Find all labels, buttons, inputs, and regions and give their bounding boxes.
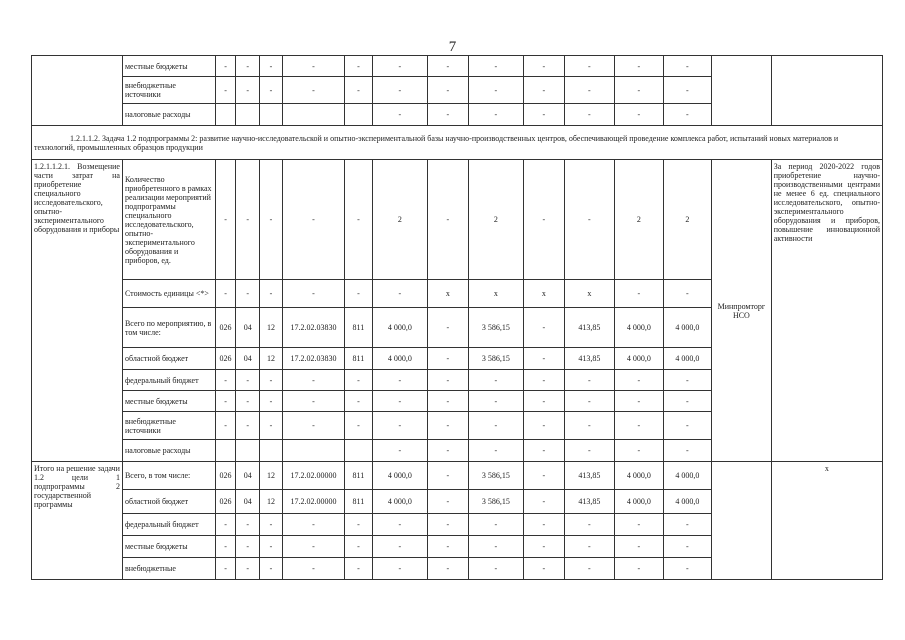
c-05: -: [345, 412, 372, 440]
c-07: -: [428, 462, 468, 490]
c-06: -: [372, 370, 428, 391]
table-row: [32, 56, 883, 77]
c-05: -: [345, 280, 372, 308]
c-03: 12: [260, 462, 282, 490]
result-cell: [771, 56, 882, 126]
budget-table: [31, 55, 883, 580]
c-01: -: [215, 514, 235, 536]
c-01: -: [215, 536, 235, 558]
c-04: 17.2.02.03830: [282, 308, 345, 348]
c-06: 4 000,0: [372, 462, 428, 490]
c-08: -: [468, 391, 524, 412]
c-12: 2: [663, 160, 712, 280]
result-cell: За период 2020-2022 годов приобретение научно-производственными центрами не менее 6 ед. специального исследовательского, опытно-экспериментального оборудования и приборов, повышение инновационной активности: [771, 160, 882, 462]
c-09: -: [524, 462, 564, 490]
c-01: 026: [215, 308, 235, 348]
c-04: [282, 440, 345, 462]
executor-cell: [712, 462, 772, 580]
c-10: -: [564, 56, 615, 77]
c-12: -: [663, 391, 712, 412]
c-08: х: [468, 280, 524, 308]
c-09: -: [524, 104, 564, 126]
measure-name: 1.2.1.1.2.1. Возмещение части затрат на приобретение специального исследовательского, опытно-экспериментального оборудования и приборы: [32, 160, 123, 462]
c-12: -: [663, 440, 712, 462]
c-01: -: [215, 370, 235, 391]
c-05: [345, 440, 372, 462]
c-04: 17.2.02.00000: [282, 462, 345, 490]
c-08: -: [468, 77, 524, 104]
c-01: [215, 104, 235, 126]
c-08: 2: [468, 160, 524, 280]
row-label: местные бюджеты: [122, 56, 215, 77]
c-10: -: [564, 104, 615, 126]
c-07: -: [428, 348, 468, 370]
c-04: [282, 104, 345, 126]
c-09: -: [524, 558, 564, 580]
row-label: Всего по мероприятию, в том числе:: [122, 308, 215, 348]
c-06: -: [372, 391, 428, 412]
c-04: -: [282, 56, 345, 77]
c-09: -: [524, 391, 564, 412]
c-12: -: [663, 514, 712, 536]
c-10: -: [564, 514, 615, 536]
c-12: -: [663, 77, 712, 104]
c-02: -: [236, 56, 260, 77]
c-11: 2: [615, 160, 664, 280]
c-06: -: [372, 514, 428, 536]
c-02: -: [236, 280, 260, 308]
c-02: [236, 104, 260, 126]
row-label: Всего, в том числе:: [122, 462, 215, 490]
c-04: -: [282, 391, 345, 412]
row-label: федеральный бюджет: [122, 370, 215, 391]
c-05: 811: [345, 348, 372, 370]
section-header: 1.2.1.1.2. Задача 1.2 подпрограммы 2: развитие научно-исследовательской и опытно-экспериментальной базы научно-производственных центров, обеспечивающей проведение комплекса работ, испытаний новых материалов и технологий, промышленных образцов продукции: [32, 126, 883, 160]
c-02: -: [236, 391, 260, 412]
c-10: 413,85: [564, 490, 615, 514]
c-03: -: [260, 412, 282, 440]
row-label: налоговые расходы: [122, 104, 215, 126]
c-10: -: [564, 440, 615, 462]
c-11: -: [615, 536, 664, 558]
c-02: 04: [236, 490, 260, 514]
c-07: -: [428, 536, 468, 558]
c-08: 3 586,15: [468, 490, 524, 514]
c-04: -: [282, 280, 345, 308]
c-04: -: [282, 536, 345, 558]
c-07: -: [428, 104, 468, 126]
c-02: 04: [236, 348, 260, 370]
total-name: Итого на решение задачи 1.2 цели 1 подпрограммы 2 государственной программы: [32, 462, 123, 580]
c-10: х: [564, 280, 615, 308]
c-12: -: [663, 280, 712, 308]
c-06: -: [372, 558, 428, 580]
c-08: 3 586,15: [468, 348, 524, 370]
c-10: 413,85: [564, 308, 615, 348]
c-09: -: [524, 440, 564, 462]
c-03: -: [260, 280, 282, 308]
c-05: -: [345, 514, 372, 536]
c-04: 17.2.02.00000: [282, 490, 345, 514]
c-07: -: [428, 308, 468, 348]
c-11: 4 000,0: [615, 348, 664, 370]
c-10: -: [564, 558, 615, 580]
c-08: -: [468, 412, 524, 440]
c-01: -: [215, 56, 235, 77]
c-07: -: [428, 77, 468, 104]
c-03: -: [260, 370, 282, 391]
executor-cell: [712, 56, 772, 126]
c-12: 4 000,0: [663, 308, 712, 348]
total-result-cell: х: [771, 462, 882, 580]
c-01: -: [215, 280, 235, 308]
executor-cell: Минпромторг НСО: [712, 160, 772, 462]
c-09: -: [524, 348, 564, 370]
c-03: -: [260, 77, 282, 104]
c-02: -: [236, 370, 260, 391]
budget-table-body: [32, 56, 883, 580]
c-03: -: [260, 160, 282, 280]
c-01: -: [215, 391, 235, 412]
c-07: -: [428, 412, 468, 440]
c-03: -: [260, 391, 282, 412]
c-07: х: [428, 280, 468, 308]
c-07: -: [428, 56, 468, 77]
c-11: -: [615, 280, 664, 308]
c-08: 3 586,15: [468, 462, 524, 490]
c-02: -: [236, 412, 260, 440]
c-11: -: [615, 440, 664, 462]
c-11: -: [615, 370, 664, 391]
c-10: -: [564, 412, 615, 440]
c-05: -: [345, 160, 372, 280]
c-09: -: [524, 490, 564, 514]
c-05: [345, 104, 372, 126]
c-06: -: [372, 440, 428, 462]
c-08: -: [468, 440, 524, 462]
c-03: -: [260, 514, 282, 536]
c-12: -: [663, 104, 712, 126]
table-row: [32, 462, 883, 490]
c-05: -: [345, 536, 372, 558]
c-09: х: [524, 280, 564, 308]
c-08: -: [468, 104, 524, 126]
c-04: -: [282, 514, 345, 536]
c-12: 4 000,0: [663, 490, 712, 514]
c-02: [236, 440, 260, 462]
c-09: -: [524, 536, 564, 558]
c-10: -: [564, 160, 615, 280]
c-11: -: [615, 514, 664, 536]
c-05: 811: [345, 490, 372, 514]
section-header-row: [32, 126, 883, 160]
c-11: -: [615, 104, 664, 126]
c-01: -: [215, 412, 235, 440]
row-label: внебюджетные: [122, 558, 215, 580]
c-08: -: [468, 514, 524, 536]
c-07: -: [428, 370, 468, 391]
c-02: -: [236, 558, 260, 580]
c-01: -: [215, 160, 235, 280]
row-label: местные бюджеты: [122, 536, 215, 558]
c-09: -: [524, 77, 564, 104]
c-06: -: [372, 104, 428, 126]
c-07: -: [428, 160, 468, 280]
c-10: -: [564, 370, 615, 391]
c-11: -: [615, 558, 664, 580]
c-10: -: [564, 536, 615, 558]
c-05: -: [345, 77, 372, 104]
c-12: -: [663, 370, 712, 391]
c-09: -: [524, 160, 564, 280]
c-11: 4 000,0: [615, 308, 664, 348]
c-12: 4 000,0: [663, 348, 712, 370]
page-number: 7: [448, 39, 457, 55]
c-07: -: [428, 514, 468, 536]
c-04: -: [282, 558, 345, 580]
c-06: 4 000,0: [372, 348, 428, 370]
c-04: -: [282, 412, 345, 440]
row-label: налоговые расходы: [122, 440, 215, 462]
row-label: федеральный бюджет: [122, 514, 215, 536]
c-01: [215, 440, 235, 462]
c-12: 4 000,0: [663, 462, 712, 490]
c-07: -: [428, 391, 468, 412]
c-07: -: [428, 558, 468, 580]
c-02: -: [236, 536, 260, 558]
c-06: 4 000,0: [372, 490, 428, 514]
name-cell: [32, 56, 123, 126]
c-11: -: [615, 412, 664, 440]
c-03: [260, 440, 282, 462]
row-label: местные бюджеты: [122, 391, 215, 412]
c-10: 413,85: [564, 348, 615, 370]
c-02: -: [236, 160, 260, 280]
c-02: -: [236, 77, 260, 104]
c-12: -: [663, 56, 712, 77]
row-label: внебюджетные источники: [122, 412, 215, 440]
c-08: -: [468, 558, 524, 580]
c-10: -: [564, 77, 615, 104]
c-11: 4 000,0: [615, 462, 664, 490]
c-04: -: [282, 77, 345, 104]
c-06: 2: [372, 160, 428, 280]
c-08: -: [468, 56, 524, 77]
table-row: [32, 160, 883, 280]
c-09: -: [524, 370, 564, 391]
c-04: -: [282, 370, 345, 391]
c-01: -: [215, 77, 235, 104]
c-01: 026: [215, 462, 235, 490]
row-label: областной бюджет: [122, 348, 215, 370]
row-label: областной бюджет: [122, 490, 215, 514]
c-08: -: [468, 370, 524, 391]
c-08: -: [468, 536, 524, 558]
c-09: -: [524, 56, 564, 77]
c-05: -: [345, 370, 372, 391]
c-05: 811: [345, 462, 372, 490]
c-01: 026: [215, 348, 235, 370]
c-02: 04: [236, 462, 260, 490]
c-11: -: [615, 56, 664, 77]
c-03: [260, 104, 282, 126]
row-label: Стоимость единицы <*>: [122, 280, 215, 308]
c-03: 12: [260, 490, 282, 514]
c-04: -: [282, 160, 345, 280]
c-07: -: [428, 440, 468, 462]
c-03: -: [260, 56, 282, 77]
c-09: -: [524, 308, 564, 348]
c-05: 811: [345, 308, 372, 348]
c-05: -: [345, 558, 372, 580]
c-06: -: [372, 77, 428, 104]
c-05: -: [345, 56, 372, 77]
c-05: -: [345, 391, 372, 412]
c-08: 3 586,15: [468, 308, 524, 348]
c-06: -: [372, 56, 428, 77]
c-12: -: [663, 558, 712, 580]
c-11: -: [615, 391, 664, 412]
c-09: -: [524, 514, 564, 536]
c-04: 17.2.02.03830: [282, 348, 345, 370]
c-06: -: [372, 412, 428, 440]
c-03: 12: [260, 348, 282, 370]
c-03: -: [260, 536, 282, 558]
c-10: 413,85: [564, 462, 615, 490]
row-label: Количество приобретенного в рамках реализации мероприятий подпрограммы специального исследовательского, опытно-экспериментального оборудования и приборов, ед.: [122, 160, 215, 280]
c-06: -: [372, 536, 428, 558]
c-09: -: [524, 412, 564, 440]
c-12: -: [663, 536, 712, 558]
c-07: -: [428, 490, 468, 514]
c-11: -: [615, 77, 664, 104]
c-06: -: [372, 280, 428, 308]
c-10: -: [564, 391, 615, 412]
c-02: -: [236, 514, 260, 536]
c-01: 026: [215, 490, 235, 514]
c-11: 4 000,0: [615, 490, 664, 514]
row-label: внебюджетные источники: [122, 77, 215, 104]
c-03: -: [260, 558, 282, 580]
c-02: 04: [236, 308, 260, 348]
c-01: -: [215, 558, 235, 580]
c-03: 12: [260, 308, 282, 348]
c-06: 4 000,0: [372, 308, 428, 348]
c-12: -: [663, 412, 712, 440]
